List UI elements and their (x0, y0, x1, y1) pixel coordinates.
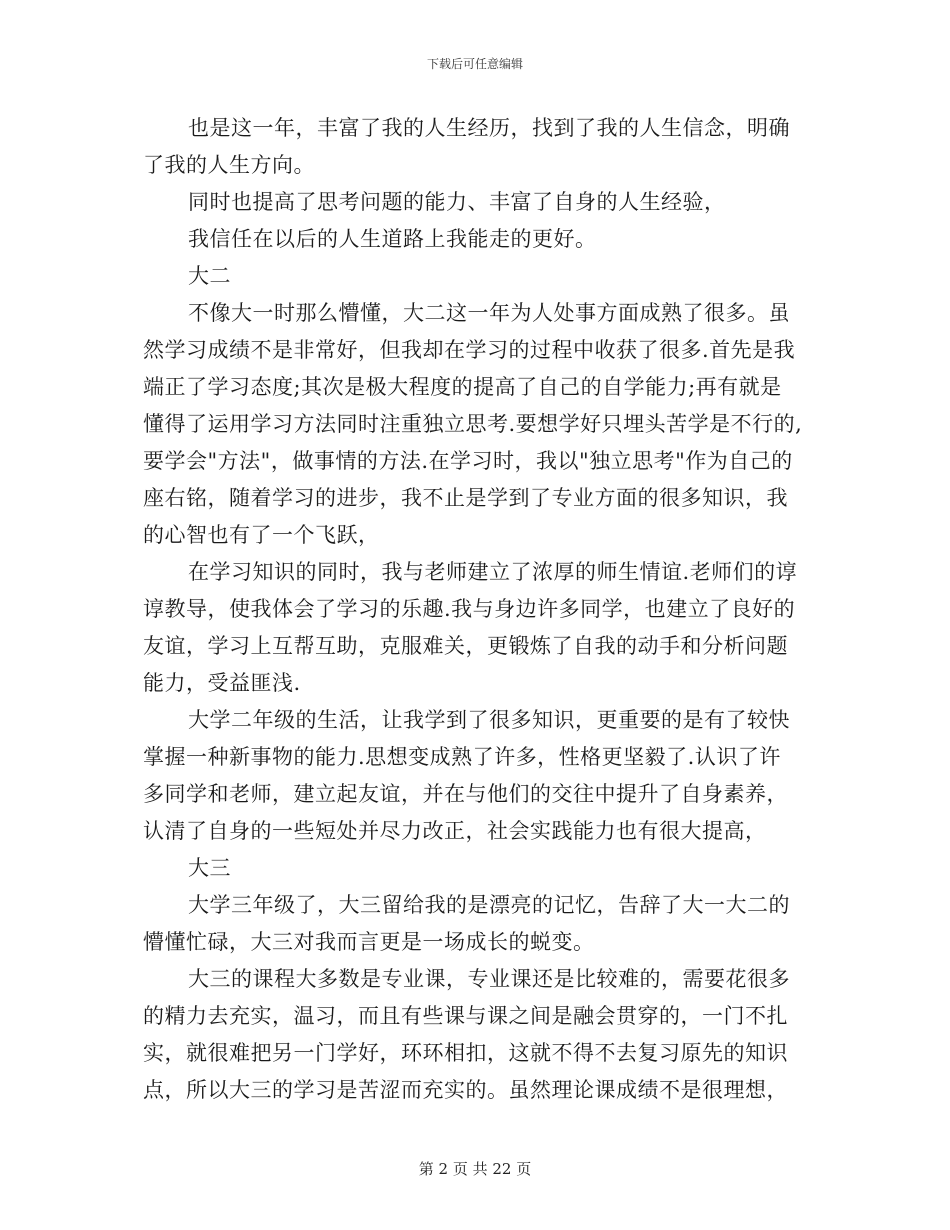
text-line: 实，就很难把另一门学好，环环相扣，这就不得不去复习原先的知识 (143, 1041, 788, 1065)
text-line: 我信任在以后的人生道路上我能走的更好。 (188, 227, 597, 251)
text-line: 的心智也有了一个飞跃， (143, 523, 380, 547)
text-line: 在学习知识的同时，我与老师建立了浓厚的师生情谊.老师们的谆 (188, 560, 798, 584)
text-line: 了我的人生方向。 (143, 153, 315, 177)
text-line: 友谊，学习上互帮互助，克服难关，更锻炼了自我的动手和分析问题 (143, 634, 788, 658)
text-line: 谆教导，使我体会了学习的乐趣.我与身边许多同学，也建立了良好的 (143, 597, 796, 621)
text-line: 懵懂忙碌，大三对我而言更是一场成长的蜕变。 (143, 930, 595, 954)
text-line: 大三 (188, 856, 231, 880)
text-line: 座右铭，随着学习的进步，我不止是学到了专业方面的很多知识，我 (143, 486, 788, 510)
text-line: 要学会"方法"，做事情的方法.在学习时，我以"独立思考"作为自己的 (143, 449, 793, 473)
text-line: 大学三年级了，大三留给我的是漂亮的记忆，告辞了大一大二的 (188, 893, 790, 917)
text-line: 然学习成绩不是非常好，但我却在学习的过程中收获了很多.首先是我 (143, 338, 796, 362)
text-line: 掌握一种新事物的能力.思想变成熟了许多，性格更坚毅了.认识了许 (143, 745, 781, 769)
text-line: 多同学和老师，建立起友谊，并在与他们的交往中提升了自身素养， (143, 782, 788, 806)
text-line: 认清了自身的一些短处并尽力改正，社会实践能力也有很大提高， (143, 819, 767, 843)
text-line: 同时也提高了思考问题的能力、丰富了自身的人生经验， (188, 190, 726, 214)
text-line: 大三的课程大多数是专业课，专业课还是比较难的，需要花很多 (188, 967, 790, 991)
text-line: 能力，受益匪浅. (143, 671, 301, 695)
text-line: 端正了学习态度;其次是极大程度的提高了自己的自学能力;再有就是 (143, 375, 782, 399)
text-line: 大二 (188, 264, 231, 288)
text-line: 的精力去充实，温习，而且有些课与课之间是融会贯穿的，一门不扎 (143, 1004, 788, 1028)
text-line: 大学二年级的生活，让我学到了很多知识，更重要的是有了较快 (188, 708, 790, 732)
text-line: 点，所以大三的学习是苦涩而充实的。虽然理论课成绩不是很理想， (143, 1078, 788, 1102)
text-line: 也是这一年，丰富了我的人生经历，找到了我的人生信念，明确 (188, 116, 790, 140)
text-line: 不像大一时那么懵懂，大二这一年为人处事方面成熟了很多。虽 (188, 301, 790, 325)
document-body (143, 110, 823, 1109)
text-line: 懂得了运用学习方法同时注重独立思考.要想学好只埋头苦学是不行的, (143, 412, 803, 436)
page-header: 下载后可任意编辑 (426, 57, 523, 71)
page-footer: 第 2 页 共 22 页 (418, 1160, 532, 1178)
